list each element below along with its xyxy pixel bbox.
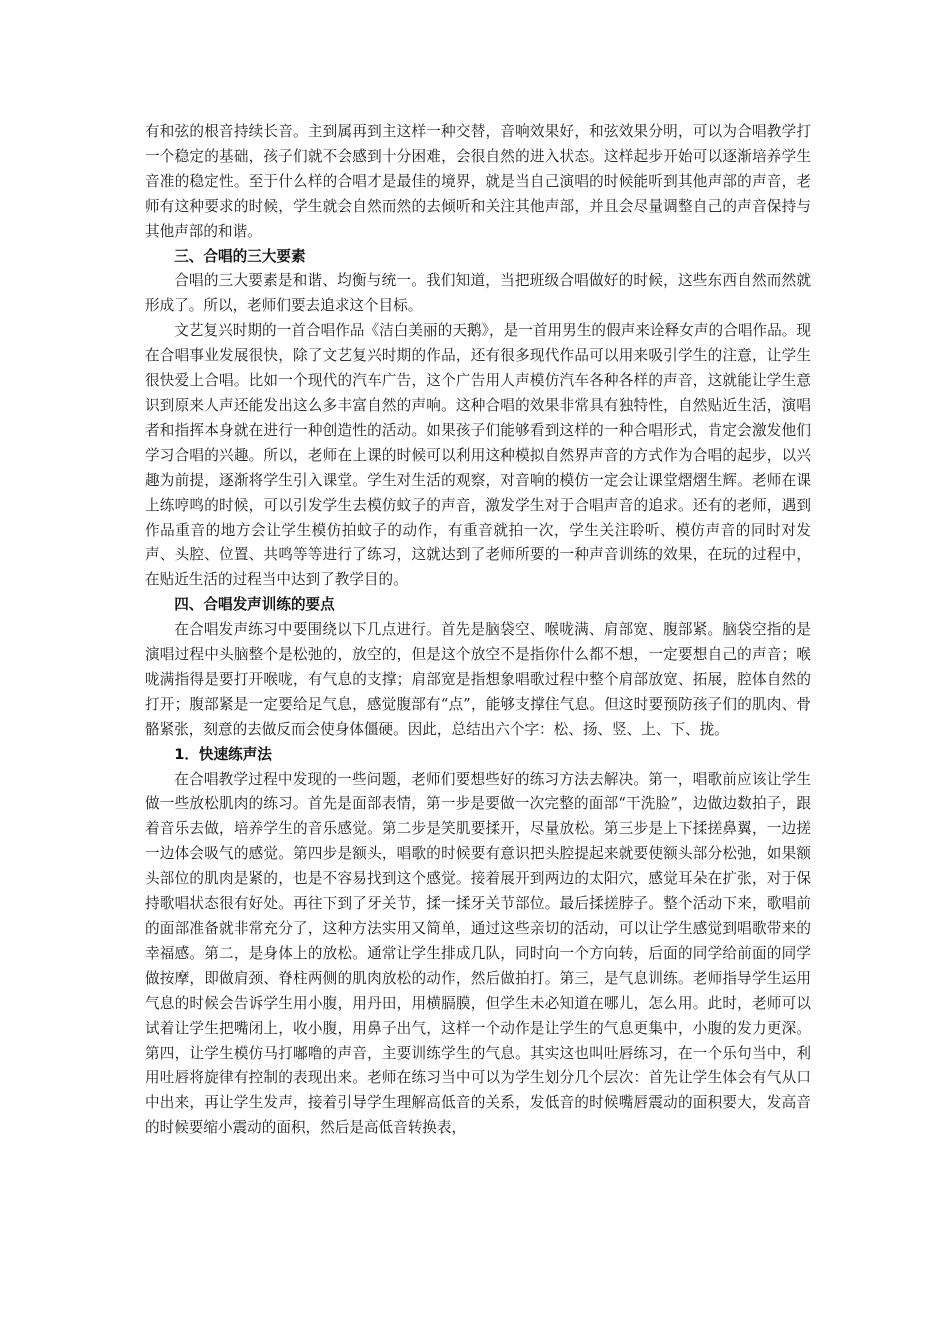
paragraph: 在合唱发声练习中要围绕以下几点进行。首先是脑袋空、喉咙满、肩部宽、腹部紧。脑袋空指的是演唱过程中头脑整个是松弛的，放空的，但是这个放空不是指你什么都不想，一定要想自己的声音；喉咙满指得是要打开喉咙，有气息的支撑；肩部宽是指想象唱歌过程中整个肩部放宽、拓展，腔体自然的打开；腹部紧是一定要给足气息，感觉腹部有“点”，能够支撑住气息。但这时要预防孩子们的肌肉、骨骼紧张，刻意的去做反而会使身体僵硬。因此，总结出六个字：松、扬、竖、上、下、拢。 [145, 621, 811, 738]
section-heading-vocal-training: 四、合唱发声训练的要点 [174, 596, 335, 614]
paragraph: 在合唱教学过程中发现的一些问题，老师们要想些好的练习方法去解决。第一，唱歌前应该让学生做一些放松肌肉的练习。首先是面部表情，第一步是要做一次完整的面部“干洗脸”，边做边数拍子，跟着音乐去做，培养学生的音乐感觉。第二步是笑肌要揉开，尽量放松。第三步是上下揉搓鼻翼，一边搓一边体会吸气的感觉。第四步是额头，唱歌的时候要有意识把头腔提起来就要使额头部分松弛，如果额头部位的肌肉是紧的，也是不容易找到这个感觉。接着展开到两边的太阳穴，感觉耳朵在扩张，对于保持歌唱状态很有好处。再往下到了牙关节，揉一揉牙关节部位。最后揉搓脖子。整个活动下来，歌唱前的面部准备就非常充分了，这种方法实用又简单，通过这些亲切的活动，可以让学生感觉到唱歌带来的幸福感。第二，是身体上的放松。通常让学生排成几队，同时向一个方向转，后面的同学给前面的同学做按摩，即做肩颈、脊柱两侧的肌肉放松的动作，然后做拍打。第三，是气息训练。老师指导学生运用气息的时候会告诉学生用小腹，用丹田，用横膈膜，但学生未必知道在哪儿，怎么用。此时，老师可以试着让学生把嘴闭上，收小腹，用鼻子出气，这样一个动作是让学生的气息更集中，小腹的发力更深。第四，让学生模仿马打嘟噜的声音，主要训练学生的气息。其实这也叫吐唇练习，在一个乐句当中，利用吐唇将旋律有控制的表现出来。老师在练习当中可以为学生划分几个层次：首先让学生体会有气从口中出来，再让学生发声，接着引导学生理解高低音的关系，发低音的时候嘴唇震动的面积要大，发高音的时候要缩小震动的面积，然后是高低音转换表， [145, 770, 811, 1137]
paragraph: 合唱的三大要素是和谐、均衡与统一。我们知道，当把班级合唱做好的时候，这些东西自然而然就形成了。所以，老师们要去追求这个目标。 [145, 272, 811, 315]
paragraph-continued: 有和弦的根音持续长音。主到属再到主这样一种交替，音响效果好，和弦效果分明，可以为合唱教学打一个稳定的基础，孩子们就不会感到十分困难，会很自然的进入状态。这样起步开始可以逐渐培养学生音准的稳定性。至于什么样的合唱才是最佳的境界，就是当自己演唱的时候能听到其他声部的声音，老师有这种要求的时候，学生就会自然而然的去倾听和关注其他声部，并且会尽量调整自己的声音保持与其他声部的和谐。 [145, 123, 811, 240]
section-heading-three-elements: 三、合唱的三大要素 [174, 247, 306, 265]
subsection-heading-quick-vocal-method: 1．快速练声法 [174, 745, 272, 763]
paragraph: 文艺复兴时期的一首合唱作品《洁白美丽的天鹅》，是一首用男生的假声来诠释女声的合唱作品。现在合唱事业发展很快，除了文艺复兴时期的作品，还有很多现代作品可以用来吸引学生的注意，让学生很快爱上合唱。比如一个现代的汽车广告，这个广告用人声模仿汽车各种各样的声音，这就能让学生意识到原来人声还能发出这么多丰富自然的声响。这种合唱的效果非常具有独特性，自然贴近生活，演唱者和指挥本身就在进行一种创造性的活动。如果孩子们能够看到这样的一种合唱形式，肯定会激发他们学习合唱的兴趣。所以，老师在上课的时候可以利用这种模拟自然界声音的方式作为合唱的起步，以兴趣为前提，逐渐将学生引入课堂。学生对生活的观察，对音响的模仿一定会让课堂熠熠生辉。老师在课上练哼鸣的时候，可以引发学生去模仿蚊子的声音，激发学生对于合唱声音的追求。还有的老师，遇到作品重音的地方会让学生模仿拍蚊子的动作，有重音就拍一次，学生关注聆听、模仿声音的同时对发声、头腔、位置、共鸣等等进行了练习，这就达到了老师所要的一种声音训练的效果，在玩的过程中，在贴近生活的过程当中达到了教学目的。 [145, 322, 811, 589]
document-body [145, 120, 811, 1141]
